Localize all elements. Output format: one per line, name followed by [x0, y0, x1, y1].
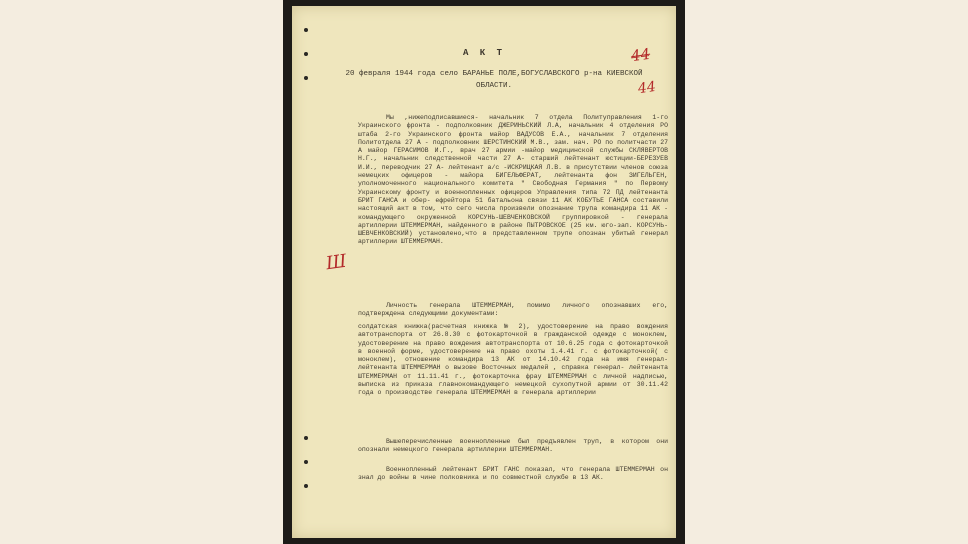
- paragraph-4: Вышеперечисленные военнопленные был предъявлен труп, в котором они опознали немецкого генерала артиллерии ШТЕММЕРМАН.: [358, 438, 668, 454]
- paragraph-1: Мы ,нижеподписавшиеся- начальник 7 отдела Политуправления 1-го Украинского фронта - подполковник ДЖЕРИНЬСКИЙ Л.А, начальник 4 отделения РО штаба 2-го Украинского фронта майор ВАДУСОВ Е.А., начальник 7 отделения Политотдела 27 А - подполковник ШЕРСТИНСКИЙ М.В., зам. нач. РО по политчасти 27 А майор ГЕРАСИМОВ И.Г., врач 27 армии -майор медицинской службы СКЛЯВЕРТОВ Н.Г., начальник следственной части 27 А- старший лейтенант юстиции-БЕРЕЗУЕВ И.И., переводчик 27 А- лейтенант а/с -ИСКРИЦКАЯ Л.В. в присутствии членов союза немецких офицеров - майора БИГЕЛЬФЕРАТ, лейтенанта фон ЗИГЕЛЬГЕН, уполномоченного национального комитета " Свободная Германия " по Первому Украинскому фронту и военнопленных офицеров Управления типа 72 ПД лейтенанта БРИТ ГАНСА и обер- ефрейтора 51 батальона связи 11 АК КОБУТЬЕ ГАНСА составили настоящий акт в том, что сего числа произвели опознание трупа командира 11 АК - командующего окруженной КОРСУНЬ-ШЕВЧЕНКОВСКОЙ группировкой - генерала артиллерии ШТЕММЕРМАН, найденного в районе ПЫТРОВСКОЕ (25 км. юго-зап. КОРСУНЬ-ШЕВЧЕНКОВСКИЙ) установлено,что в представленном трупе опознан убитый генерал артиллерии ШТЕММЕРМАН.: [358, 114, 668, 246]
- punch-hole: [304, 76, 308, 80]
- paragraph-5: Военнопленный лейтенант БРИТ ГАНС показал, что генерала ШТЕММЕРМАН он знал до войны в чине полковника и по совместной службе в 13 АК.: [358, 466, 668, 482]
- document-page: [292, 6, 676, 538]
- crossed-page-number: 44: [629, 44, 652, 66]
- punch-hole: [304, 484, 308, 488]
- document-heading: 20 февраля 1944 года село БАРАНЬЕ ПОЛЕ,БОГУСЛАВСКОГО р-на КИЕВСКОЙ ОБЛАСТИ.: [345, 70, 643, 90]
- paragraph-2: Личность генерала ШТЕММЕРМАН, помимо личного опознавших его, подтверждена следующими документами:: [358, 302, 668, 318]
- punch-hole: [304, 28, 308, 32]
- scan-frame: [283, 0, 685, 544]
- document-title: А К Т: [462, 48, 505, 58]
- page-number: 44: [637, 78, 658, 98]
- punch-hole: [304, 460, 308, 464]
- punch-hole: [304, 436, 308, 440]
- margin-mark: Ш: [324, 250, 348, 275]
- paragraph-3: солдатская книжка(расчетная книжка № 2), удостоверение на право вождения автотранспорта от 26.8.30 с фотокарточкой в гражданской одежде с моноклем, удостоверение на право вождения автотранспорта от 10.6.25 года с фотокарточкой в военной форме, удостоверение на право охоты 1.4.41 г. с фотокарточкой( с моноклем), отношение командира 13 АК от 14.10.42 года на имя генерал- лейтенанта ШТЕММЕРМАН о вызове Восточных медалей , справка генерал- лейтенанта ШТЕММЕРМАН от 11.11.41 г., фотокарточка фрау ШТЕММЕРМАН с личной надписью, выписка из приказа главнокомандующего немецкой сухопутной армии от 30.11.42 года о производстве генерала ШТЕММЕРМАН в генерала артиллерии: [358, 323, 668, 397]
